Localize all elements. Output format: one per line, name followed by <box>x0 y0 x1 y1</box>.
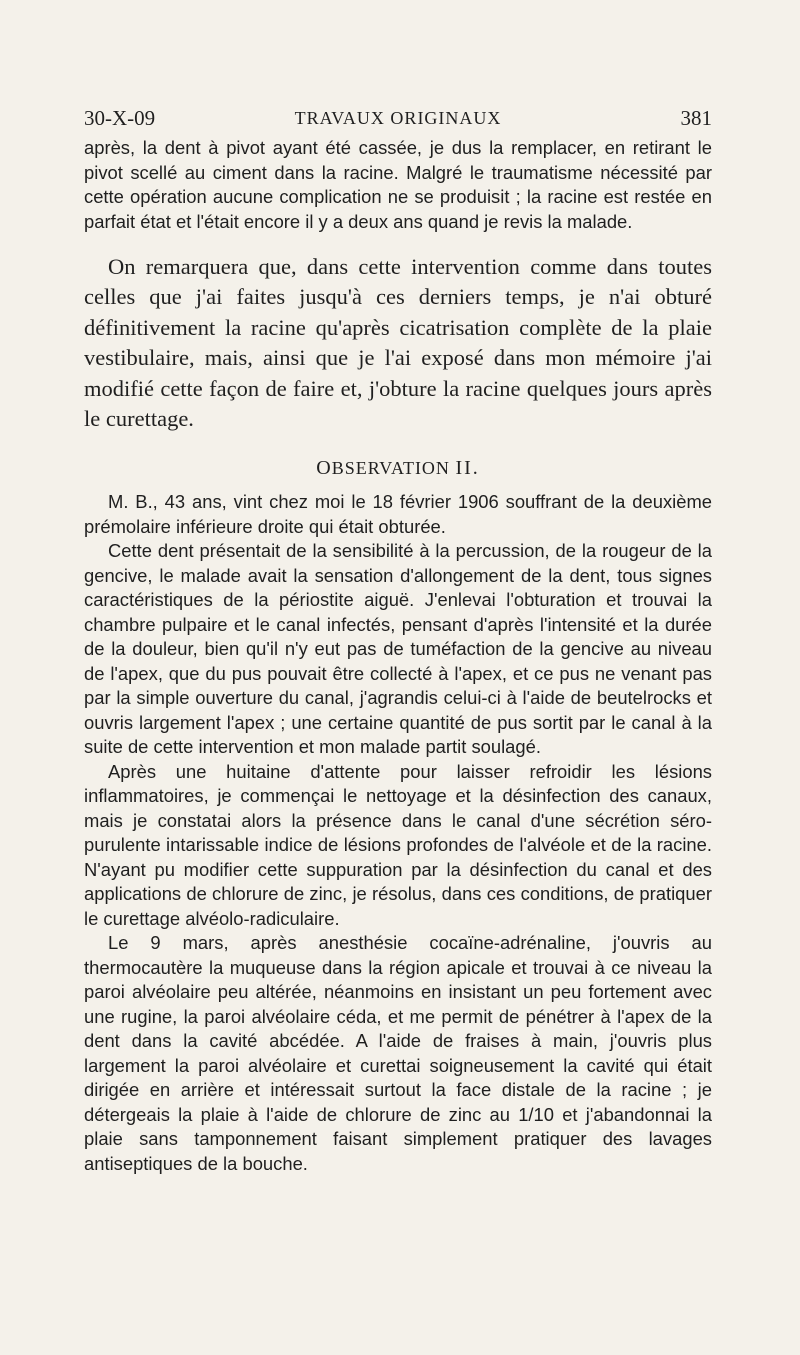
observation-paragraph: Cette dent présentait de la sensibilité à la percussion, de la rougeur de la gencive, le malade avait la sensation d'allongement de la dent, tous signes caractéristiques de la périostite aiguë. J'enlevai l'obturation et trouvai la chambre pulpaire et le canal infectés, pensant d'après l'intensité et la durée de la douleur, bien qu'il n'y eut pas de tuméfaction de la gencive au niveau de l'apex, que du pus pouvait être collecté à l'apex, et ce pus ne venant pas par la simple ouverture du canal, j'agrandis celui-ci à l'aide de beutelrocks et ouvris largement l'apex ; une certaine quantité de pus sortit par le canal à la suite de cette intervention et mon malade partit soulagé. <box>84 540 712 758</box>
observation-heading-cap: O <box>316 457 332 480</box>
observation-body <box>84 490 712 1176</box>
observation-paragraph: M. B., 43 ans, vint chez moi le 18 février 1906 souffrant de la deuxième prémolaire inférieure droite qui était obturée. <box>84 491 712 537</box>
remark-block <box>84 252 712 434</box>
remark-paragraph: On remarquera que, dans cette intervention comme dans toutes celles que j'ai faites jusqu'à ces derniers temps, je n'ai obturé définitivement la racine qu'après cicatrisation complète de la plaie vestibulaire, mais, ainsi que je l'ai exposé dans mon mémoire j'ai modifié cette façon de faire et, j'obture la racine quelques jours après le curettage. <box>84 254 712 432</box>
intro-paragraph: après, la dent à pivot ayant été cassée, je dus la remplacer, en retirant le pivot scellé au ciment dans la racine. Malgré le traumatisme nécessité par cette opération aucune complication ne se produisit ; la racine est restée en parfait état et l'était encore il y a deux ans quand je revis la malade. <box>84 137 712 232</box>
running-header <box>84 100 712 136</box>
intro-block <box>84 136 712 234</box>
header-date: 30-X-09 <box>84 106 156 130</box>
page-number: 381 <box>680 106 712 130</box>
observation-heading-number: II. <box>455 457 480 480</box>
header-title: TRAVAUX ORIGINAUX <box>294 108 502 128</box>
observation-heading <box>84 456 712 480</box>
observation-heading-rest: BSERVATION <box>331 458 450 479</box>
document-page <box>84 100 712 1176</box>
observation-paragraph: Après une huitaine d'attente pour laisser refroidir les lésions inflammatoires, je commençai le nettoyage et la désinfection des canaux, mais je constatai alors la présence dans le canal d'une sécrétion séro-purulente intarissable indice de lésions profondes de l'alvéole et de la racine. N'ayant pu modifier cette suppuration par la désinfection du canal et des applications de chlorure de zinc, je résolus, dans ces conditions, de pratiquer le curettage alvéolo-radiculaire. <box>84 760 712 929</box>
observation-paragraph: Le 9 mars, après anesthésie cocaïne-adrénaline, j'ouvris au thermocautère la muqueuse dans la région apicale et trouvai à ce niveau la paroi alvéolaire peu altérée, néanmoins en insistant un peu fortement avec une rugine, la paroi alvéolaire céda, et me permit de pénétrer à l'apex de la dent dans la cavité abcédée. A l'aide de fraises à main, j'ouvris plus largement la paroi alvéolaire et curettai soigneusement la cavité qui était dirigée en arrière et intéressait surtout la face distale de la racine ; je détergeais la plaie à l'aide de chlorure de zinc au 1/10 et j'abandonnai la plaie sans tamponnement faisant simplement pratiquer des lavages antiseptiques de la bouche. <box>84 932 712 1174</box>
